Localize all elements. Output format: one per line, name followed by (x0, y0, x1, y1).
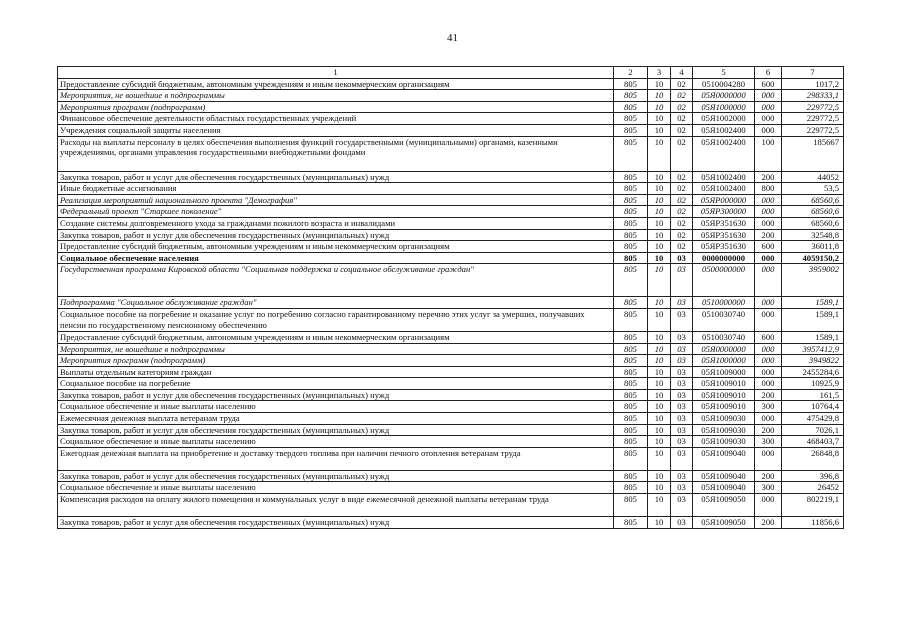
row-pr: 03 (671, 424, 693, 436)
row-sum: 3949822 (782, 355, 844, 367)
row-gr: 805 (614, 470, 648, 482)
row-name: Закупка товаров, работ и услуг для обеспечения государственных (муниципальных) нужд (58, 424, 614, 436)
row-name: Социальное пособие на погребение и оказание услуг по погребению согласно гарантированному перечню этих услуг за умерших, получавших пенсии по государственному пенсионному обеспечению (58, 308, 614, 331)
row-rz: 10 (648, 297, 671, 309)
table-row (58, 343, 844, 355)
table-row (58, 494, 844, 517)
row-gr: 805 (614, 378, 648, 390)
row-gr: 805 (614, 389, 648, 401)
row-vr: 800 (755, 183, 782, 195)
table-header (58, 67, 844, 79)
row-rz: 10 (648, 136, 671, 171)
row-gr: 805 (614, 229, 648, 241)
row-name: Закупка товаров, работ и услуг для обеспечения государственных (муниципальных) нужд (58, 517, 614, 529)
row-gr: 805 (614, 206, 648, 218)
row-rz: 10 (648, 389, 671, 401)
row-name: Выплаты отдельным категориям граждан (58, 366, 614, 378)
row-rz: 10 (648, 124, 671, 136)
row-gr: 805 (614, 264, 648, 297)
row-rz: 10 (648, 366, 671, 378)
header-col-2: 2 (614, 67, 648, 79)
table-row (58, 331, 844, 343)
row-cs: 05Я1009050 (693, 517, 755, 529)
row-rz: 10 (648, 113, 671, 125)
header-col-3: 3 (648, 67, 671, 79)
row-rz: 10 (648, 241, 671, 253)
table-row (58, 413, 844, 425)
header-col-4: 4 (671, 67, 693, 79)
table-row (58, 297, 844, 309)
row-sum: 468403,7 (782, 436, 844, 448)
row-sum: 475429,8 (782, 413, 844, 425)
row-sum: 26848,8 (782, 447, 844, 470)
row-gr: 805 (614, 424, 648, 436)
row-sum: 4059150,2 (782, 252, 844, 264)
row-cs: 05Я1009010 (693, 389, 755, 401)
row-rz: 10 (648, 355, 671, 367)
row-pr: 02 (671, 241, 693, 253)
row-name: Государственная программа Кировской области "Социальная поддержка и социальное обслуживание граждан" (58, 264, 614, 297)
row-pr: 03 (671, 343, 693, 355)
row-cs: 05Я1009030 (693, 436, 755, 448)
row-vr: 000 (755, 113, 782, 125)
row-pr: 03 (671, 494, 693, 517)
row-vr: 000 (755, 252, 782, 264)
row-name: Предоставление субсидий бюджетным, автономным учреждениям и иным некоммерческим организациям (58, 78, 614, 90)
row-rz: 10 (648, 413, 671, 425)
row-name: Закупка товаров, работ и услуг для обеспечения государственных (муниципальных) нужд (58, 229, 614, 241)
row-gr: 805 (614, 217, 648, 229)
row-pr: 03 (671, 447, 693, 470)
table-row (58, 252, 844, 264)
row-sum: 68560,6 (782, 206, 844, 218)
table-row (58, 241, 844, 253)
row-vr: 000 (755, 124, 782, 136)
row-name: Создание системы долговременного ухода за гражданами пожилого возраста и инвалидами (58, 217, 614, 229)
row-gr: 805 (614, 517, 648, 529)
row-name: Социальное обеспечение и иные выплаты населению (58, 401, 614, 413)
row-rz: 10 (648, 424, 671, 436)
row-sum: 26452 (782, 482, 844, 494)
row-gr: 805 (614, 343, 648, 355)
row-pr: 03 (671, 264, 693, 297)
row-pr: 02 (671, 78, 693, 90)
row-rz: 10 (648, 517, 671, 529)
row-sum: 3959002 (782, 264, 844, 297)
row-vr: 200 (755, 229, 782, 241)
row-name: Расходы на выплаты персоналу в целях обеспечения выполнения функций государственными (муниципальными) органами, казенными учреждениями, органами управления государственными внебюджетными фондами (58, 136, 614, 171)
row-vr: 200 (755, 171, 782, 183)
row-sum: 10764,4 (782, 401, 844, 413)
row-cs: 05Я1000000 (693, 355, 755, 367)
row-sum: 396,8 (782, 470, 844, 482)
row-cs: 05Я0000000 (693, 343, 755, 355)
header-col-5: 5 (693, 67, 755, 79)
row-sum: 32548,8 (782, 229, 844, 241)
row-cs: 05ЯP300000 (693, 206, 755, 218)
row-pr: 02 (671, 206, 693, 218)
row-gr: 805 (614, 297, 648, 309)
row-rz: 10 (648, 308, 671, 331)
row-vr: 000 (755, 447, 782, 470)
row-name: Закупка товаров, работ и услуг для обеспечения государственных (муниципальных) нужд (58, 389, 614, 401)
row-gr: 805 (614, 241, 648, 253)
row-sum: 298333,1 (782, 90, 844, 102)
row-vr: 000 (755, 378, 782, 390)
table-row (58, 90, 844, 102)
row-gr: 805 (614, 366, 648, 378)
row-cs: 0510004280 (693, 78, 755, 90)
row-name: Ежемесячная денежная выплата ветеранам труда (58, 413, 614, 425)
header-col-7: 7 (782, 67, 844, 79)
table-row (58, 264, 844, 297)
row-pr: 03 (671, 470, 693, 482)
row-gr: 805 (614, 401, 648, 413)
table-row (58, 171, 844, 183)
row-gr: 805 (614, 355, 648, 367)
row-vr: 000 (755, 194, 782, 206)
row-cs: 05Я1009040 (693, 470, 755, 482)
row-sum: 185667 (782, 136, 844, 171)
row-cs: 0000000000 (693, 252, 755, 264)
row-rz: 10 (648, 183, 671, 195)
row-sum: 1589,1 (782, 331, 844, 343)
row-pr: 02 (671, 229, 693, 241)
row-pr: 02 (671, 90, 693, 102)
row-gr: 805 (614, 183, 648, 195)
row-cs: 05ЯP351630 (693, 241, 755, 253)
table-row (58, 206, 844, 218)
row-vr: 000 (755, 308, 782, 331)
row-name: Предоставление субсидий бюджетным, автономным учреждениям и иным некоммерческим организациям (58, 331, 614, 343)
row-rz: 10 (648, 378, 671, 390)
row-vr: 200 (755, 470, 782, 482)
row-cs: 05Я1009000 (693, 366, 755, 378)
row-sum: 36011,8 (782, 241, 844, 253)
row-cs: 05Я1000000 (693, 101, 755, 113)
row-rz: 10 (648, 90, 671, 102)
row-sum: 229772,5 (782, 101, 844, 113)
row-vr: 000 (755, 355, 782, 367)
row-name: Закупка товаров, работ и услуг для обеспечения государственных (муниципальных) нужд (58, 171, 614, 183)
row-pr: 03 (671, 297, 693, 309)
table-row (58, 517, 844, 529)
row-name: Социальное обеспечение и иные выплаты населению (58, 436, 614, 448)
row-rz: 10 (648, 494, 671, 517)
row-rz: 10 (648, 482, 671, 494)
row-gr: 805 (614, 171, 648, 183)
row-cs: 05ЯP351630 (693, 217, 755, 229)
row-vr: 100 (755, 136, 782, 171)
row-cs: 0510030740 (693, 331, 755, 343)
table-row (58, 124, 844, 136)
row-name: Социальное обеспечение населения (58, 252, 614, 264)
row-cs: 05Я1009030 (693, 424, 755, 436)
row-cs: 0510030740 (693, 308, 755, 331)
row-pr: 02 (671, 183, 693, 195)
row-pr: 03 (671, 413, 693, 425)
row-sum: 802219,1 (782, 494, 844, 517)
row-rz: 10 (648, 401, 671, 413)
row-vr: 000 (755, 366, 782, 378)
row-name: Реализация мероприятий национального проекта "Демография" (58, 194, 614, 206)
table-row (58, 229, 844, 241)
header-row (58, 67, 844, 79)
table-row (58, 194, 844, 206)
table-row (58, 113, 844, 125)
row-cs: 05Я1002400 (693, 124, 755, 136)
table-row (58, 308, 844, 331)
row-vr: 300 (755, 482, 782, 494)
row-cs: 05Я1009030 (693, 413, 755, 425)
row-vr: 000 (755, 206, 782, 218)
row-rz: 10 (648, 436, 671, 448)
row-cs: 05Я1009050 (693, 494, 755, 517)
row-gr: 805 (614, 447, 648, 470)
table-row (58, 136, 844, 171)
page-number: 41 (447, 32, 458, 44)
row-name: Федеральный проект "Старшее поколение" (58, 206, 614, 218)
row-gr: 805 (614, 194, 648, 206)
row-rz: 10 (648, 171, 671, 183)
row-name: Компенсация расходов на оплату жилого помещения и коммунальных услуг в виде ежемесячной денежной выплаты ветеранам труда (58, 494, 614, 517)
row-cs: 05Я1009010 (693, 378, 755, 390)
row-rz: 10 (648, 78, 671, 90)
row-name: Мероприятия, не вошедшие в подпрограммы (58, 343, 614, 355)
row-pr: 03 (671, 366, 693, 378)
row-sum: 229772,5 (782, 113, 844, 125)
table-row (58, 378, 844, 390)
row-gr: 805 (614, 113, 648, 125)
row-vr: 300 (755, 401, 782, 413)
row-rz: 10 (648, 331, 671, 343)
table-row (58, 389, 844, 401)
table-row (58, 355, 844, 367)
row-pr: 02 (671, 136, 693, 171)
row-pr: 02 (671, 101, 693, 113)
row-gr: 805 (614, 494, 648, 517)
row-pr: 02 (671, 217, 693, 229)
row-sum: 3957412,9 (782, 343, 844, 355)
row-cs: 05ЯP000000 (693, 194, 755, 206)
table-body (58, 78, 844, 528)
row-gr: 805 (614, 90, 648, 102)
row-rz: 10 (648, 252, 671, 264)
row-pr: 03 (671, 378, 693, 390)
row-vr: 200 (755, 517, 782, 529)
row-gr: 805 (614, 101, 648, 113)
row-pr: 03 (671, 517, 693, 529)
row-name: Финансовое обеспечение деятельности областных государственных учреждений (58, 113, 614, 125)
row-name: Социальное обеспечение и иные выплаты населению (58, 482, 614, 494)
row-rz: 10 (648, 206, 671, 218)
table-row (58, 78, 844, 90)
row-sum: 229772,5 (782, 124, 844, 136)
row-gr: 805 (614, 308, 648, 331)
row-cs: 0500000000 (693, 264, 755, 297)
row-gr: 805 (614, 136, 648, 171)
row-sum: 1017,2 (782, 78, 844, 90)
row-vr: 000 (755, 413, 782, 425)
row-cs: 05ЯP351630 (693, 229, 755, 241)
row-pr: 03 (671, 482, 693, 494)
table-row (58, 482, 844, 494)
table-row (58, 470, 844, 482)
row-name: Подпрограмма "Социальное обслуживание граждан" (58, 297, 614, 309)
row-gr: 805 (614, 482, 648, 494)
row-pr: 03 (671, 331, 693, 343)
row-gr: 805 (614, 252, 648, 264)
row-vr: 000 (755, 343, 782, 355)
row-sum: 68560,6 (782, 194, 844, 206)
table-row (58, 183, 844, 195)
row-cs: 05Я1002400 (693, 136, 755, 171)
row-cs: 05Я1002400 (693, 183, 755, 195)
table-row (58, 436, 844, 448)
row-name: Учреждения социальной защиты населения (58, 124, 614, 136)
row-sum: 1589,1 (782, 308, 844, 331)
row-cs: 0510000000 (693, 297, 755, 309)
row-name: Предоставление субсидий бюджетным, автономным учреждениям и иным некоммерческим организациям (58, 241, 614, 253)
row-cs: 05Я1002400 (693, 171, 755, 183)
row-vr: 000 (755, 217, 782, 229)
row-rz: 10 (648, 229, 671, 241)
row-cs: 05Я0000000 (693, 90, 755, 102)
row-sum: 10925,9 (782, 378, 844, 390)
row-name: Мероприятия программ (подпрограмм) (58, 101, 614, 113)
row-rz: 10 (648, 447, 671, 470)
row-name: Мероприятия программ (подпрограмм) (58, 355, 614, 367)
row-pr: 03 (671, 252, 693, 264)
row-sum: 2455284,6 (782, 366, 844, 378)
header-col-1: 1 (58, 67, 614, 79)
row-vr: 000 (755, 101, 782, 113)
row-name: Социальное пособие на погребение (58, 378, 614, 390)
row-gr: 805 (614, 124, 648, 136)
row-name: Закупка товаров, работ и услуг для обеспечения государственных (муниципальных) нужд (58, 470, 614, 482)
row-rz: 10 (648, 194, 671, 206)
row-vr: 000 (755, 494, 782, 517)
row-rz: 10 (648, 264, 671, 297)
row-sum: 7026,1 (782, 424, 844, 436)
table-row (58, 101, 844, 113)
row-sum: 68560,6 (782, 217, 844, 229)
row-vr: 600 (755, 241, 782, 253)
row-sum: 161,5 (782, 389, 844, 401)
row-sum: 53,5 (782, 183, 844, 195)
row-rz: 10 (648, 217, 671, 229)
row-vr: 600 (755, 78, 782, 90)
row-pr: 03 (671, 355, 693, 367)
row-gr: 805 (614, 436, 648, 448)
row-cs: 05Я1009040 (693, 447, 755, 470)
row-pr: 03 (671, 389, 693, 401)
header-col-6: 6 (755, 67, 782, 79)
row-pr: 03 (671, 401, 693, 413)
row-rz: 10 (648, 470, 671, 482)
row-vr: 000 (755, 297, 782, 309)
table-row (58, 366, 844, 378)
row-vr: 000 (755, 264, 782, 297)
row-pr: 02 (671, 194, 693, 206)
table-row (58, 447, 844, 470)
row-pr: 02 (671, 171, 693, 183)
row-sum: 1589,1 (782, 297, 844, 309)
row-name: Мероприятия, не вошедшие в подпрограммы (58, 90, 614, 102)
table-row (58, 424, 844, 436)
row-vr: 200 (755, 424, 782, 436)
row-pr: 02 (671, 113, 693, 125)
row-vr: 600 (755, 331, 782, 343)
row-cs: 05Я1009040 (693, 482, 755, 494)
table-row (58, 401, 844, 413)
table-row (58, 217, 844, 229)
budget-table (57, 66, 844, 529)
row-gr: 805 (614, 413, 648, 425)
row-cs: 05Я1002000 (693, 113, 755, 125)
row-rz: 10 (648, 343, 671, 355)
row-gr: 805 (614, 331, 648, 343)
row-gr: 805 (614, 78, 648, 90)
row-vr: 200 (755, 389, 782, 401)
row-rz: 10 (648, 101, 671, 113)
row-pr: 03 (671, 308, 693, 331)
row-cs: 05Я1009010 (693, 401, 755, 413)
row-name: Иные бюджетные ассигнования (58, 183, 614, 195)
row-sum: 44052 (782, 171, 844, 183)
row-pr: 03 (671, 436, 693, 448)
row-sum: 11856,6 (782, 517, 844, 529)
row-vr: 000 (755, 90, 782, 102)
row-name: Ежегодная денежная выплата на приобретение и доставку твердого топлива при наличии печного отопления ветеранам труда (58, 447, 614, 470)
row-pr: 02 (671, 124, 693, 136)
row-vr: 300 (755, 436, 782, 448)
